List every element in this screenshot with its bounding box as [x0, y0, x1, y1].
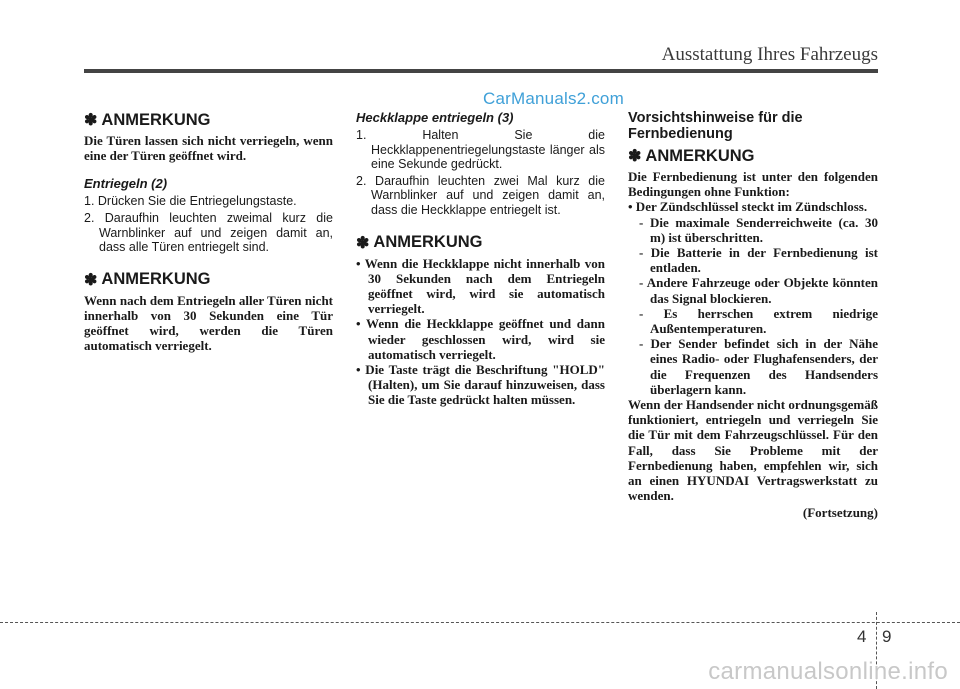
column-left	[84, 110, 333, 354]
asterisk-icon: ✽	[84, 112, 98, 129]
column-middle	[356, 110, 605, 408]
note-heading	[356, 233, 605, 253]
note-heading	[84, 110, 333, 130]
list-item: - Es herrschen extrem niedrige Außentemperaturen.	[639, 305, 878, 337]
note-text: Die Fernbedienung ist unter den folgenden Bedingungen ohne Funktion:	[628, 169, 878, 200]
list-item: - Die maximale Senderreichweite (ca. 30 m) ist überschritten.	[639, 214, 878, 245]
asterisk-icon: ✽	[356, 234, 370, 252]
note-heading	[628, 146, 878, 166]
note-heading-label: ANMERKUNG	[645, 146, 755, 165]
closing-text: Wenn der Handsender nicht ordnungsgemäß funktioniert, entriegeln und verriegeln Sie die Tür mit dem Fahrzeugschlüssel. Für den Fall, dass Sie Probleme mit der Fernbedienung haben, empfehlen wir, sich an einen HYUNDAI Vertragswerkstatt zu wenden.	[628, 397, 878, 504]
list-item: 2. Daraufhin leuchten zweimal kurz die Warnblinker auf und zeigen damit an, dass alle Türen entriegelt sind.	[84, 211, 333, 255]
watermark-top: CarManuals2.com	[483, 89, 624, 108]
entriegeln-heading: Entriegeln (2)	[84, 176, 168, 192]
list-item: 2. Daraufhin leuchten zwei Mal kurz die Warnblinker auf und zeigen damit an, dass die Heckklappe entriegelt ist.	[356, 173, 605, 217]
asterisk-icon: ✽	[84, 271, 98, 289]
note-heading-label: ANMERKUNG	[373, 233, 483, 252]
list-item: - Der Sender befindet sich in der Nähe eines Radio- oder Flughafensenders, der die Frequenzen des Handsenders überlagern kann.	[639, 336, 878, 397]
note-heading-label: ANMERKUNG	[101, 110, 211, 129]
list-item: • Wenn die Heckklappe nicht innerhalb von 30 Sekunden nach dem Entriegeln geöffnet wird, wird sie automatisch verriegelt.	[356, 255, 605, 317]
heckklappe-heading: Heckklappe entriegeln (3)	[356, 110, 514, 125]
chapter-number: 4	[857, 627, 867, 646]
continued-label: (Fortsetzung)	[802, 505, 878, 521]
footer-rule	[0, 622, 960, 623]
note-heading-label: ANMERKUNG	[101, 270, 211, 289]
note-text: Die Türen lassen sich nicht verriegeln, wenn eine der Türen geöffnet wird.	[84, 133, 333, 164]
list-item: - Andere Fahrzeuge oder Objekte könnten das Signal blockieren.	[639, 275, 878, 306]
list-item: • Die Taste trägt die Beschriftung "HOLD" (Halten), um Sie darauf hinzuweisen, dass Sie die Taste gedrückt halten müssen.	[356, 361, 605, 408]
page-header-title: Ausstattung Ihres Fahrzeugs	[661, 44, 878, 65]
header-rule	[84, 69, 878, 73]
list-item: • Wenn die Heckklappe geöffnet und dann wieder geschlossen wird, wird sie automatisch verriegelt.	[356, 316, 605, 362]
asterisk-icon: ✽	[628, 148, 642, 165]
list-item: - Die Batterie in der Fernbedienung ist entladen.	[639, 245, 878, 276]
column-right	[628, 110, 878, 521]
watermark-bottom: carmanualsonline.info	[708, 658, 948, 685]
page-number: 9	[882, 627, 892, 646]
list-item: • Der Zündschlüssel steckt im Zündschloss.	[628, 199, 868, 215]
list-item: 1. Drücken Sie die Entriegelungstaste.	[84, 194, 297, 209]
list-item: 1. Halten Sie die Heckklappenentriegelungstaste länger als eine Sekunde gedrückt.	[356, 128, 605, 172]
note-heading	[84, 270, 333, 290]
section-heading: Vorsichtshinweise für die Fernbedienung	[628, 110, 803, 142]
note-text: Wenn nach dem Entriegeln aller Türen nicht innerhalb von 30 Sekunden eine Tür geöffnet wird, werden die Türen automatisch verriegelt.	[84, 292, 333, 354]
